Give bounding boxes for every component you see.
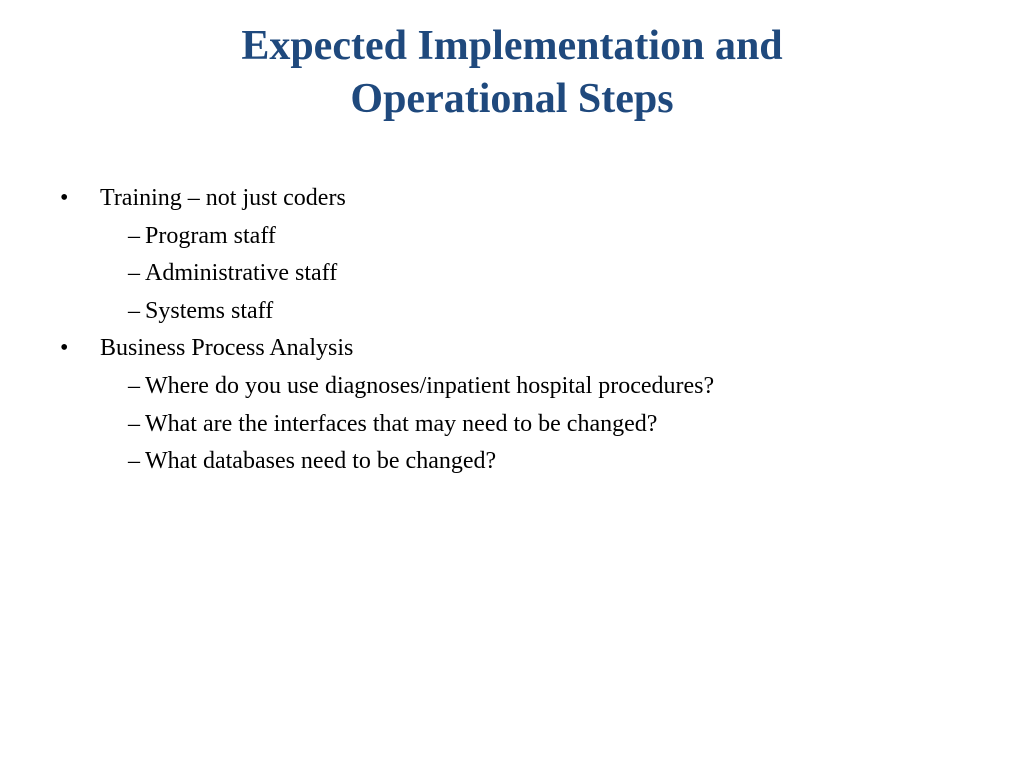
sub-bullet-item-program-staff bbox=[0, 218, 1024, 256]
sub-bullet-text: What databases need to be changed? bbox=[145, 448, 497, 475]
bullet-item-training bbox=[0, 180, 1024, 218]
bullet-text: Training – not just coders bbox=[100, 185, 346, 211]
dash-marker-icon: – bbox=[128, 222, 140, 249]
dash-marker-icon: – bbox=[128, 448, 140, 475]
sub-bullet-text: What are the interfaces that may need to be changed? bbox=[145, 410, 658, 437]
dash-marker-icon: – bbox=[128, 372, 140, 399]
sub-bullet-item-administrative-staff bbox=[0, 255, 1024, 293]
sub-bullet-item-systems-staff bbox=[0, 293, 1024, 331]
sub-bullet-text: Administrative staff bbox=[145, 260, 338, 287]
slide-title-line-1: Expected Implementation and bbox=[241, 23, 783, 69]
dash-marker-icon: – bbox=[128, 260, 140, 287]
bullet-marker-icon: • bbox=[60, 335, 69, 362]
bullet-item-business-process-analysis bbox=[0, 330, 1024, 368]
slide-title-line-2: Operational Steps bbox=[350, 76, 674, 122]
bullet-list bbox=[0, 180, 1024, 481]
dash-marker-icon: – bbox=[128, 410, 140, 437]
sub-bullet-text: Program staff bbox=[145, 222, 276, 249]
sub-bullet-text: Where do you use diagnoses/inpatient hospital procedures? bbox=[145, 372, 715, 399]
sub-bullet-item-diagnoses-procedures bbox=[0, 368, 1024, 406]
bullet-marker-icon: • bbox=[60, 185, 69, 211]
slide-title bbox=[0, 20, 1024, 126]
sub-bullet-text: Systems staff bbox=[145, 297, 274, 324]
sub-bullet-item-interfaces bbox=[0, 406, 1024, 444]
sub-bullet-item-databases bbox=[0, 443, 1024, 481]
bullet-text: Business Process Analysis bbox=[100, 335, 354, 362]
dash-marker-icon: – bbox=[128, 297, 140, 324]
